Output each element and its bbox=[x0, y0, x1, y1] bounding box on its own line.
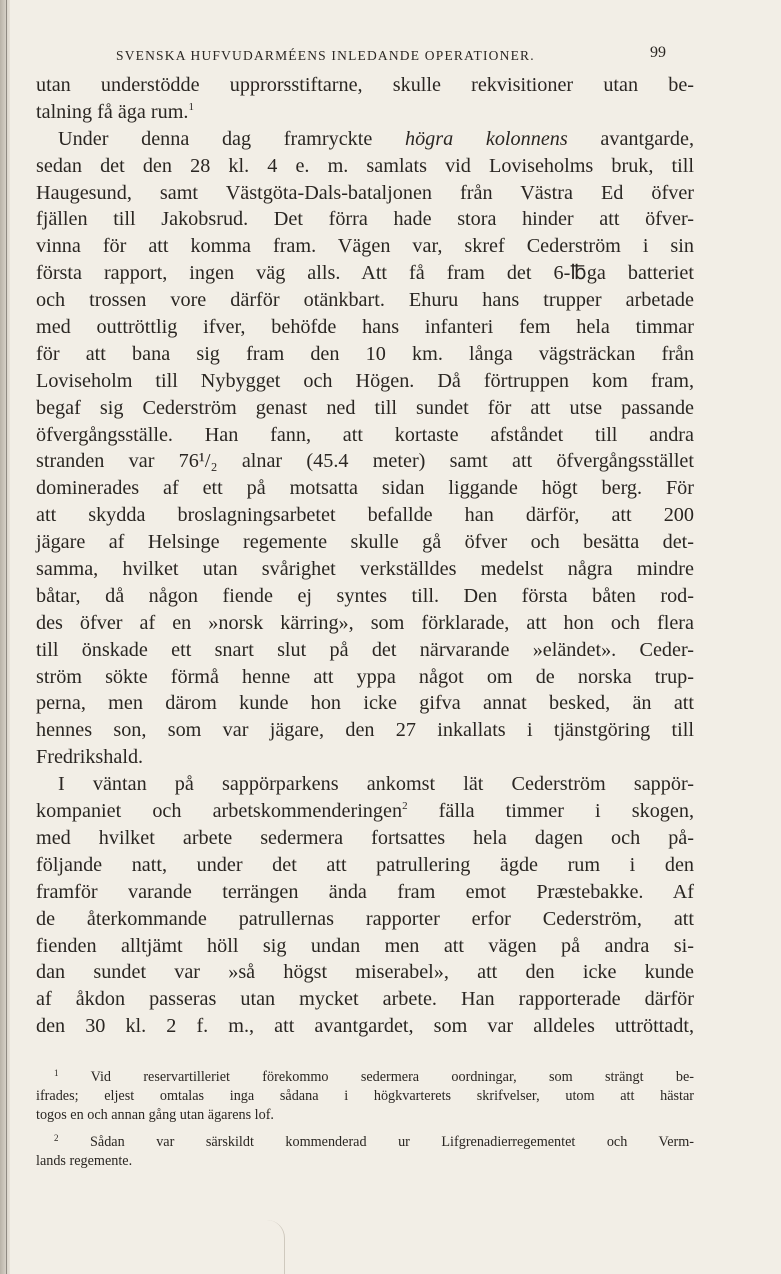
footnote-2-line bbox=[36, 1133, 694, 1152]
text-line: stranden var 76¹/₂ alnar (45.4 meter) samt att öfvergångsstället bbox=[36, 450, 694, 473]
text-line: till önskade ett snart slut på det närvarande »eländet». Ceder- bbox=[36, 638, 694, 661]
text-line: dominerades af ett på motsatta sidan liggande högt berg. För bbox=[36, 477, 694, 500]
text-line: och trossen vore därför otänkbart. Ehuru hans trupper arbetade bbox=[36, 289, 694, 312]
text-line: framför varande terrängen ända fram emot Præstebakke. Af bbox=[36, 880, 694, 903]
text-span: avantgarde, bbox=[567, 127, 694, 150]
text-line: Loviseholm till Nybygget och Högen. Då förtruppen kom fram, bbox=[36, 369, 694, 392]
text-line: för att bana sig fram den 10 km. långa vägsträckan från bbox=[36, 342, 694, 365]
text-line: de återkommande patrullernas rapporter erfor Cederström, att bbox=[36, 907, 694, 930]
footnote-1-line: togos en och annan gång utan ägarens lof. bbox=[36, 1107, 274, 1123]
footnote-text: Vid reservartilleriet förekommo sedermera oordningar, som strängt be- bbox=[90, 1069, 694, 1085]
text-line bbox=[36, 126, 694, 153]
text-line: des öfver af en »norsk kärring», som förklarade, att hon och flera bbox=[36, 611, 694, 634]
book-spine-line bbox=[6, 0, 7, 1274]
footnote-1-line bbox=[36, 1068, 694, 1087]
text-line: af åkdon passeras utan mycket arbete. Han rapporterade därför bbox=[36, 988, 694, 1011]
text-span: fälla timmer i skogen, bbox=[407, 800, 695, 823]
page bbox=[36, 38, 694, 1040]
text-line: perna, men därom kunde hon icke gifva annat besked, än att bbox=[36, 692, 694, 715]
book-spine-shadow bbox=[0, 0, 10, 1274]
footnotes bbox=[36, 1068, 694, 1171]
running-head: SVENSKA HUFVUDARMÉENS INLEDANDE OPERATIONER. bbox=[116, 48, 535, 63]
text-line: Haugesund, samt Västgöta-Dals-bataljonen från Västra Ed öfver bbox=[36, 181, 694, 204]
text-line: båtar, då någon fiende ej syntes till. Den första båten rod- bbox=[36, 584, 694, 607]
footnote-gap bbox=[36, 1125, 694, 1133]
text-line: att skydda broslagningsarbetet befallde han därför, att 200 bbox=[36, 504, 694, 527]
footnote-1-mark: 1 bbox=[54, 1068, 59, 1078]
text-line: Fredrikshald. bbox=[36, 746, 144, 769]
text-line: jägare af Helsinge regemente skulle gå öfver och besätta det- bbox=[36, 531, 694, 554]
text-line: utan understödde upprorsstiftarne, skulle rekvisitioner utan be- bbox=[36, 74, 694, 96]
text-line: fienden alltjämt höll sig undan men att vägen på andra si- bbox=[36, 934, 694, 957]
text-line bbox=[36, 99, 694, 126]
text-span: talning få äga rum. bbox=[36, 100, 189, 123]
text-line: öfvergångsställe. Han fann, att kortaste afståndet till andra bbox=[36, 423, 694, 446]
text-line: följande natt, under det att patrullering ägde rum i den bbox=[36, 853, 694, 876]
text-line: vinna för att komma fram. Vägen var, skref Cederström i sin bbox=[36, 235, 694, 258]
footnote-ref-2: 2 bbox=[402, 800, 408, 813]
text-line: begaf sig Cederström genast ned till sundet för att utse passande bbox=[36, 396, 694, 419]
text-line: dan sundet var »så högst miserabel», att den icke kunde bbox=[36, 961, 694, 984]
text-line: med hvilket arbete sedermera fortsattes hela dagen och på- bbox=[36, 826, 694, 849]
text-line: sedan det den 28 kl. 4 e. m. samlats vid Loviseholms bruk, till bbox=[36, 154, 694, 177]
footnote-1-line: ifrades; eljest omtalas inga sådana i högkvarterets skrifvelser, utom att hästar bbox=[36, 1088, 694, 1104]
body-text bbox=[36, 72, 694, 1040]
text-span: kompaniet och arbetskommenderingen bbox=[36, 800, 403, 823]
text-line: den 30 kl. 2 f. m., att avantgardet, som var alldeles uttröttadt, bbox=[36, 1015, 694, 1038]
footnote-ref-1: 1 bbox=[188, 100, 194, 113]
page-number: 99 bbox=[650, 44, 666, 61]
text-line: ström sökte förmå henne att yppa något om de norska trup- bbox=[36, 665, 694, 688]
footnote-text: Sådan var särskildt kommenderad ur Lifgrenadierregementet och Verm- bbox=[90, 1134, 695, 1150]
text-span: Under denna dag framryckte bbox=[58, 127, 405, 150]
footnote-2-line: lands regemente. bbox=[36, 1153, 133, 1169]
footnote-2-mark: 2 bbox=[54, 1133, 59, 1143]
text-line: hennes son, som var jägare, den 27 inkallats i tjänstgöring till bbox=[36, 719, 694, 742]
italic-span: högra kolonnens bbox=[404, 127, 568, 150]
text-line: första rapport, ingen väg alls. Att få fram det 6-℔ga batteriet bbox=[36, 262, 694, 285]
page-edge-mark bbox=[250, 1220, 285, 1274]
text-line: fjällen till Jakobsrud. Det förra hade stora hinder att öfver- bbox=[36, 208, 694, 231]
text-line bbox=[36, 798, 694, 825]
page-header bbox=[36, 38, 694, 72]
text-line: med outtröttlig ifver, behöfde hans infanteri fem hela timmar bbox=[36, 316, 694, 339]
text-line: samma, hvilket utan svårighet verkställdes medelst några mindre bbox=[36, 558, 694, 581]
text-line: I väntan på sappörparkens ankomst lät Cederström sappör- bbox=[58, 773, 694, 796]
